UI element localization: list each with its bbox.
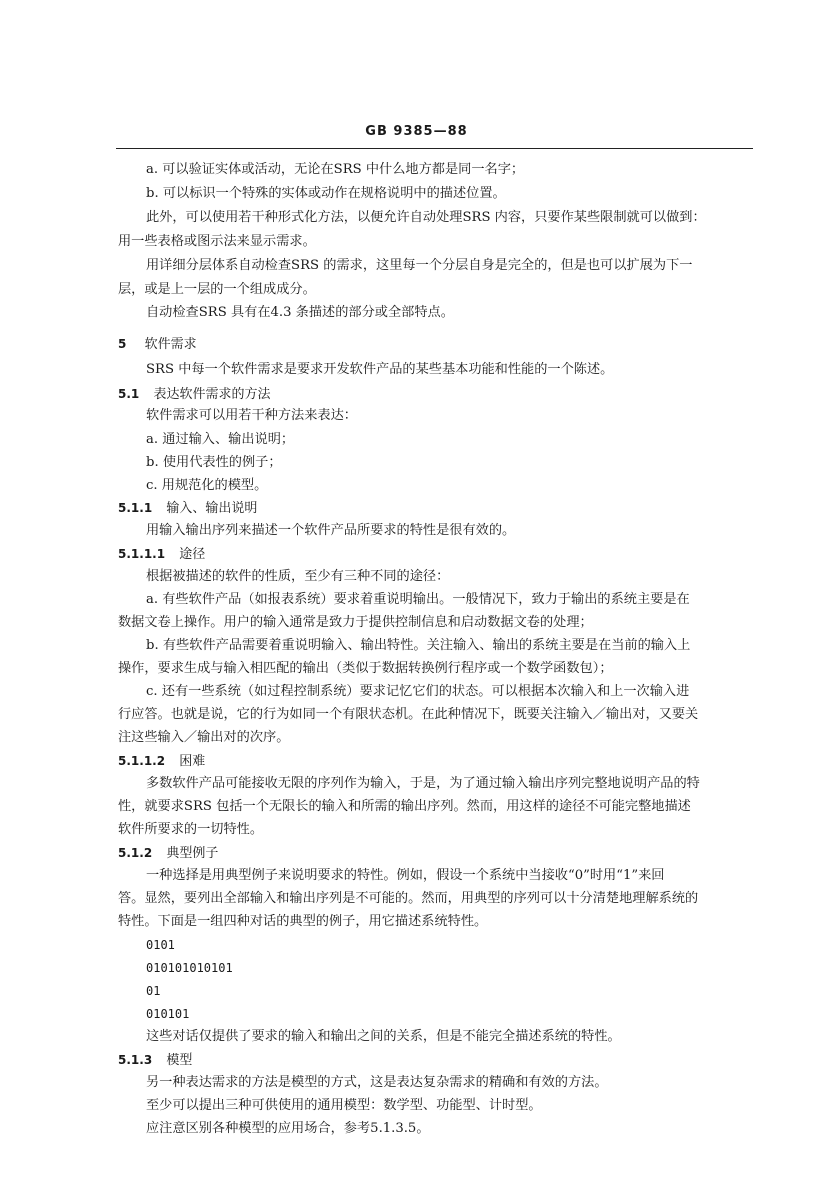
paragraph-line: 此外，可以使用若干种形式化方法，以便允许自动处理SRS 内容，只要作某些限制就可以做到： [146,210,706,225]
paragraph-line: 软件所要求的一切特性。 [118,822,264,837]
section-heading-5-1-1 [118,498,257,519]
list-item-b: b. 有些软件产品需要着重说明输入、输出特性。关注输入、输出的系统主要是在当前的输入上 [146,638,691,653]
header-rule [116,148,753,149]
paragraph-line: 用详细分层体系自动检查SRS 的需求，这里每一个分层自身是完全的，但是也可以扩展为下一 [146,258,693,273]
paragraph-line: 用一些表格或图示法来显示需求。 [118,234,316,249]
section-number: 5.1.3 [118,1053,153,1067]
paragraph-line: 数据文卷上操作。用户的输入通常是致力于提供控制信息和启动数据文卷的处理； [118,615,593,630]
section-heading-5 [118,334,197,355]
section-title: 途径 [179,547,206,562]
example-sequence: 010101 [146,1007,190,1021]
paragraph-line: 多数软件产品可能接收无限的序列作为输入，于是，为了通过输入输出序列完整地说明产品的特 [146,776,700,791]
paragraph-line: SRS 中每一个软件需求是要求开发软件产品的某些基本功能和性能的一个陈述。 [146,362,614,377]
paragraph-line: 这些对话仅提供了要求的输入和输出之间的关系，但是不能完全描述系统的特性。 [146,1029,621,1044]
paragraph-line: 答。显然，要列出全部输入和输出序列是不可能的。然而，用典型的序列可以十分清楚地理解系统的 [118,891,699,906]
paragraph-line: 用输入输出序列来描述一个软件产品所要求的特性是很有效的。 [146,523,516,538]
section-number: 5.1.2 [118,846,153,860]
example-sequence: 010101010101 [146,961,233,975]
section-number: 5.1.1 [118,501,153,515]
section-title: 典型例子 [166,846,219,861]
section-title: 输入、输出说明 [166,501,258,516]
paragraph-line: 操作，要求生成与输入相匹配的输出（类似于数据转换例行程序或一个数学函数包）； [118,661,613,676]
section-heading-5-1-3 [118,1050,192,1071]
section-number: 5.1 [118,387,140,401]
section-number: 5.1.1.2 [118,754,166,768]
list-item-b: b. 使用代表性的例子； [146,455,282,470]
section-heading-5-1-2 [118,843,218,864]
section-heading-5-1-1-1 [118,544,205,565]
section-title: 表达软件需求的方法 [153,387,271,402]
list-item-c: c. 用规范化的模型。 [146,478,268,493]
section-title: 困难 [179,754,206,769]
example-sequence: 01 [146,984,161,998]
list-item-b: b. 可以标识一个特殊的实体或动作在规格说明中的描述位置。 [146,186,506,201]
page-header-standard-number: GB 9385—88 [365,124,468,139]
section-number: 5 [118,337,127,351]
paragraph-line: 注这些输入／输出对的次序。 [118,730,290,745]
paragraph-line: 性，就要求SRS 包括一个无限长的输入和所需的输出序列。然而，用这样的途径不可能完整地描述 [118,799,691,814]
paragraph-line: 一种选择是用典型例子来说明要求的特性。例如，假设一个系统中当接收“0”时用“1”来回 [146,868,665,883]
section-title: 模型 [166,1053,193,1068]
paragraph-line: 根据被描述的软件的性质，至少有三种不同的途径： [146,569,450,584]
list-item-a: a. 通过输入、输出说明； [146,432,295,447]
example-sequence: 0101 [146,938,175,952]
paragraph-line: 行应答。也就是说，它的行为如同一个有限状态机。在此种情况下，既要关注输入／输出对，又要关 [118,707,699,722]
section-title: 软件需求 [144,337,197,352]
list-item-c: c. 还有一些系统（如过程控制系统）要求记忆它们的状态。可以根据本次输入和上一次输入进 [146,684,690,699]
paragraph-line: 软件需求可以用若干种方法来表达： [146,408,357,423]
list-item-a: a. 有些软件产品（如报表系统）要求着重说明输出。一般情况下，致力于输出的系统主要是在 [146,592,690,607]
paragraph-line: 层，或是上一层的一个组成成分。 [118,282,316,297]
paragraph-line: 应注意区别各种模型的应用场合，参考5.1.3.5。 [146,1121,430,1136]
section-heading-5-1-1-2 [118,751,205,772]
paragraph-line: 另一种表达需求的方法是模型的方式，这是表达复杂需求的精确和有效的方法。 [146,1075,608,1090]
paragraph-line: 自动检查SRS 具有在4.3 条描述的部分或全部特点。 [146,305,454,320]
section-heading-5-1 [118,384,270,405]
list-item-a: a. 可以验证实体或活动，无论在SRS 中什么地方都是同一名字； [146,162,525,177]
paragraph-line: 至少可以提出三种可供使用的通用模型：数学型、功能型、计时型。 [146,1098,542,1113]
paragraph-line: 特性。下面是一组四种对话的典型的例子，用它描述系统特性。 [118,914,488,929]
section-number: 5.1.1.1 [118,547,166,561]
